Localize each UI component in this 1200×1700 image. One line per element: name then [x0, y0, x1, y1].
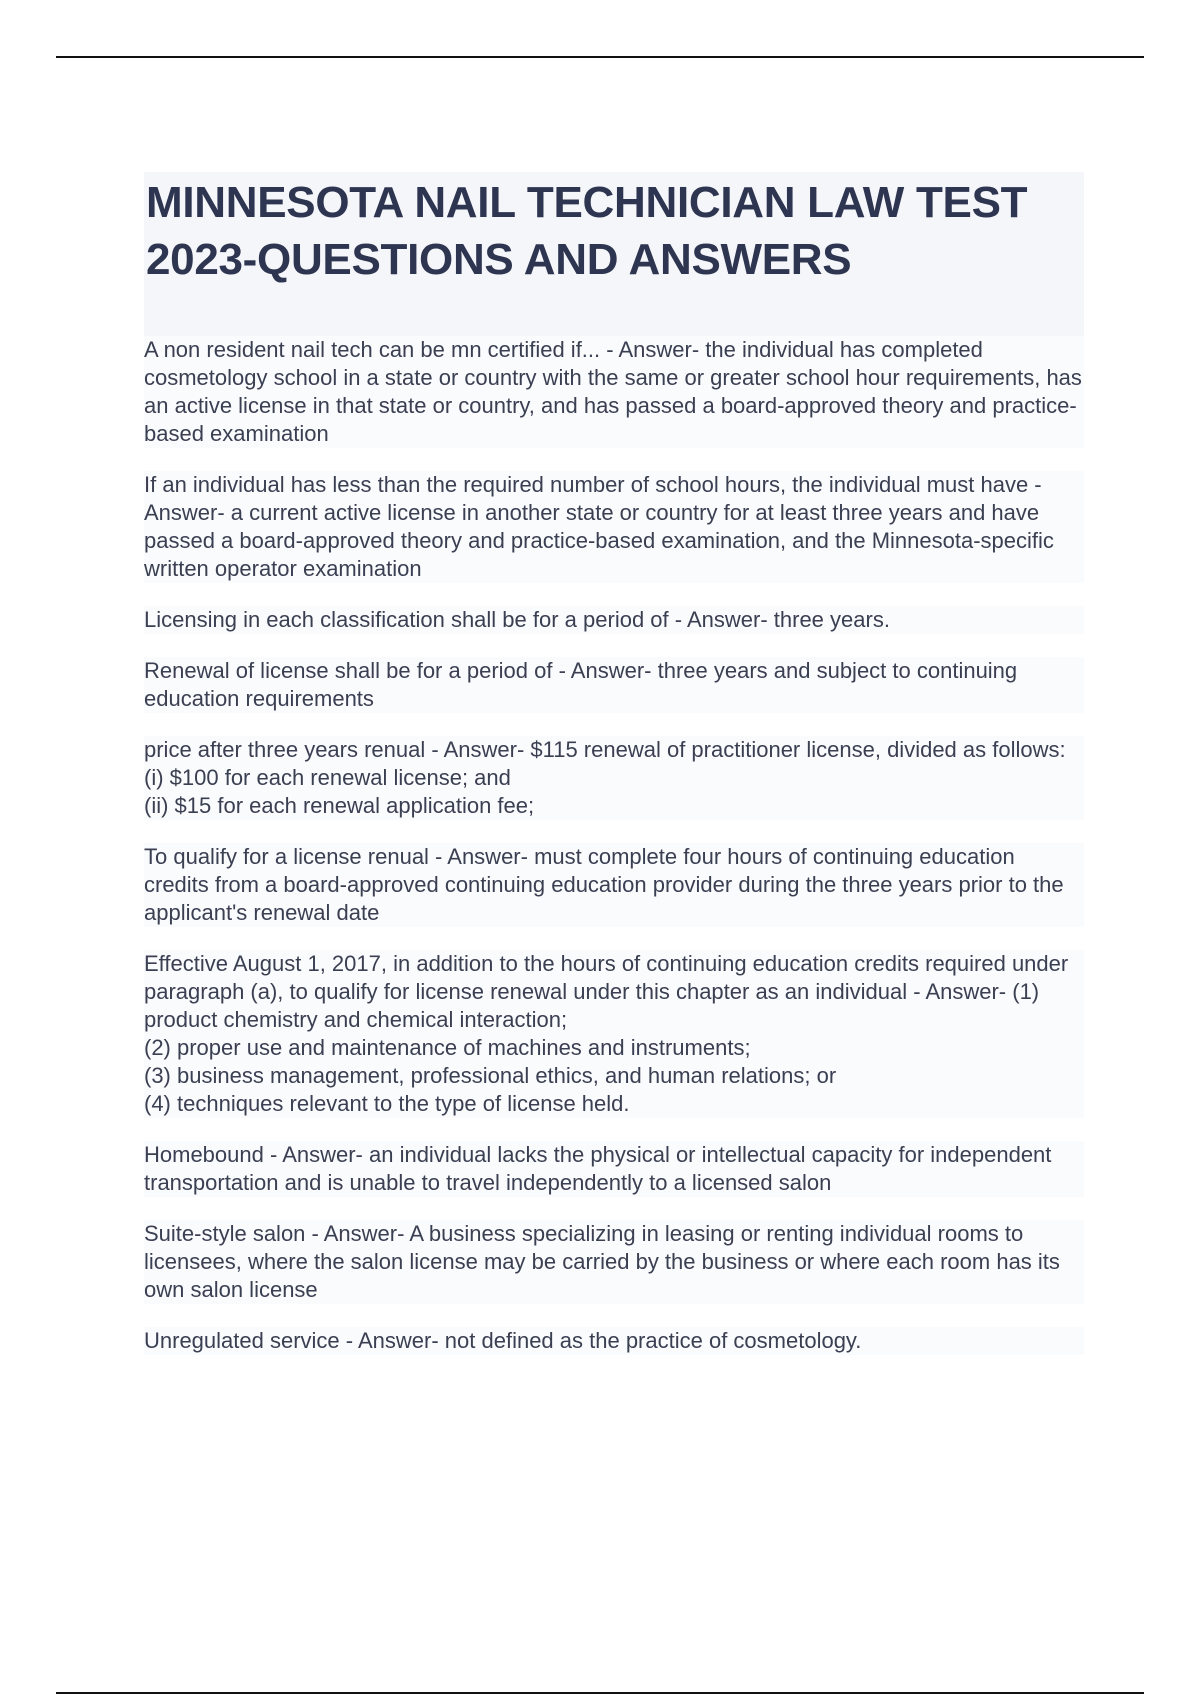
qa-item-9: Suite-style salon - Answer- A business specializing in leasing or renting individual rooms to licensees, where the salon license may be carried by the business or where each room has its own salon license [144, 1220, 1084, 1304]
bottom-rule [56, 1692, 1144, 1694]
qa-list [144, 336, 1084, 1378]
qa-item-10: Unregulated service - Answer- not defined as the practice of cosmetology. [144, 1327, 1084, 1355]
title-block [144, 172, 1084, 338]
qa-item-3: Licensing in each classification shall be for a period of - Answer- three years. [144, 606, 1084, 634]
qa-item-7: Effective August 1, 2017, in addition to the hours of continuing education credits required under paragraph (a), to qualify for license renewal under this chapter as an individual - Answer- (1) product chemistry and chemical interaction; (2) proper use and maintenance of machines and instruments; (3) business management, professional ethics, and human relations; or (4) techniques relevant to the type of license held. [144, 950, 1084, 1118]
qa-item-4: Renewal of license shall be for a period of - Answer- three years and subject to continuing education requirements [144, 657, 1084, 713]
document-title: MINNESOTA NAIL TECHNICIAN LAW TEST 2023-QUESTIONS AND ANSWERS [146, 178, 1028, 284]
top-rule [56, 56, 1144, 58]
qa-item-8: Homebound - Answer- an individual lacks the physical or intellectual capacity for independent transportation and is unable to travel independently to a licensed salon [144, 1141, 1084, 1197]
qa-item-1: A non resident nail tech can be mn certified if... - Answer- the individual has completed cosmetology school in a state or country with the same or greater school hour requirements, has an active license in that state or country, and has passed a board-approved theory and practice-based examination [144, 336, 1084, 448]
qa-item-5: price after three years renual - Answer- $115 renewal of practitioner license, divided as follows: (i) $100 for each renewal license; and (ii) $15 for each renewal application fee; [144, 736, 1084, 820]
qa-item-2: If an individual has less than the required number of school hours, the individual must have - Answer- a current active license in another state or country for at least three years and have passed a board-approved theory and practice-based examination, and the Minnesota-specific written operator examination [144, 471, 1084, 583]
qa-item-6: To qualify for a license renual - Answer- must complete four hours of continuing education credits from a board-approved continuing education provider during the three years prior to the applicant's renewal date [144, 843, 1084, 927]
